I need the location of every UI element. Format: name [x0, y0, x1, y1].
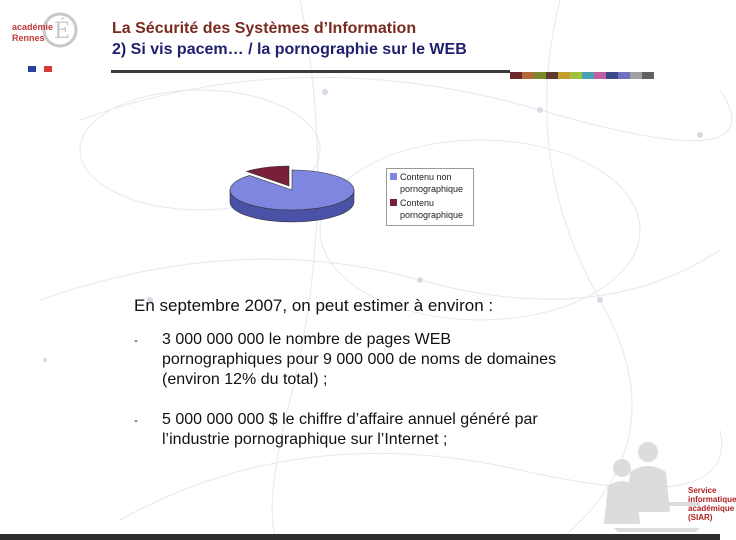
color-strip-segment [582, 72, 594, 79]
bottom-bar [0, 534, 720, 540]
service-logo [688, 486, 736, 522]
footer-line: Service [688, 486, 717, 495]
color-strip-segment [642, 72, 654, 79]
color-strip-segment [618, 72, 630, 79]
footer-line: informatique [688, 495, 736, 504]
footer-line: (SIAR) [688, 513, 713, 522]
flag-icon [28, 66, 52, 72]
legend-item [390, 197, 470, 221]
bullet-text: 5 000 000 000 $ le chiffre d’affaire annuel généré par l’industrie pornographique sur l’Internet ; [162, 411, 538, 448]
logo-text-line1: académie [12, 22, 54, 32]
chart-legend [386, 168, 474, 226]
bullet-list [134, 330, 574, 470]
color-strip-segment [522, 72, 534, 79]
color-strip-segment [558, 72, 570, 79]
svg-text:É: É [54, 19, 71, 44]
legend-swatch [390, 199, 397, 206]
slide-title: La Sécurité des Systèmes d’Information [112, 20, 417, 37]
legend-swatch [390, 173, 397, 180]
logo-text [12, 22, 53, 44]
color-strip-segment [534, 72, 546, 79]
color-strip-segment [594, 72, 606, 79]
intro-text: En septembre 2007, on peut estimer à environ : [134, 296, 494, 315]
color-strip-segment [570, 72, 582, 79]
color-strip-segment [510, 72, 522, 79]
color-strip [510, 72, 654, 79]
legend-label: Contenu non pornographique [400, 172, 464, 194]
bullet-marker: - [134, 333, 138, 347]
footer-line: académique [688, 504, 735, 513]
logo-text-line2: Rennes [12, 33, 45, 43]
color-strip-segment [546, 72, 558, 79]
bullet-marker: - [134, 413, 138, 427]
pie-chart [224, 160, 364, 230]
pie-slice-non-porn [230, 170, 354, 210]
legend-item [390, 171, 470, 195]
legend-label: Contenu pornographique [400, 198, 464, 220]
bullet-text: 3 000 000 000 le nombre de pages WEB pornographiques pour 9 000 000 de noms de domaines (environ 12% du total) ; [162, 331, 557, 388]
list-item [134, 410, 574, 450]
list-item [134, 330, 574, 390]
title-divider [111, 70, 510, 73]
color-strip-segment [630, 72, 642, 79]
slide-subtitle: 2) Si vis pacem… / la pornographie sur le WEB [112, 41, 467, 58]
color-strip-segment [606, 72, 618, 79]
